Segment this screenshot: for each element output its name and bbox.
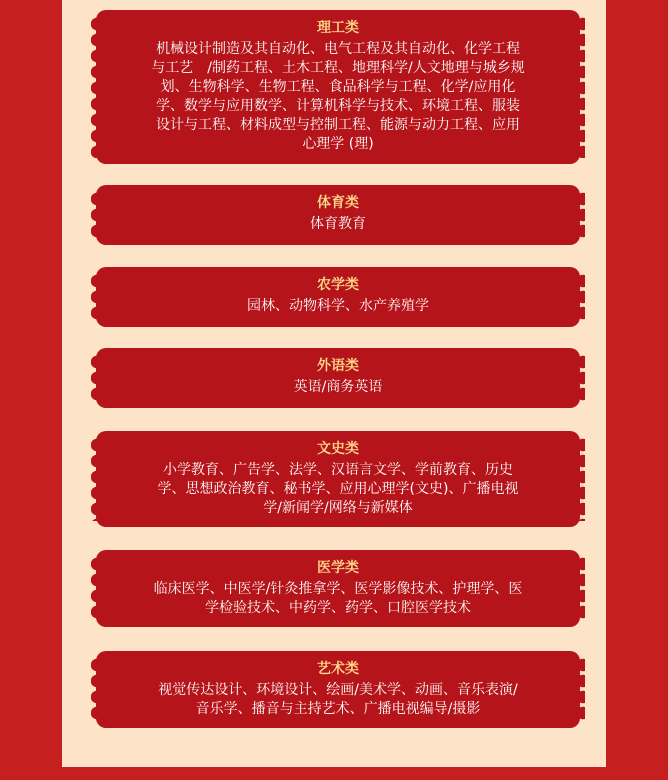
category-majors: 小学教育、广告学、法学、汉语言文学、学前教育、历史 学、思想政治教育、秘书学、应用心理学(文史)、广播电视 学/新闻学/网络与新媒体 [157, 462, 519, 516]
category-majors: 体育教育 [310, 216, 366, 232]
category-card-medicine [96, 550, 580, 627]
category-card-agriculture [96, 267, 580, 327]
category-card-sports [96, 185, 580, 245]
category-majors: 机械设计制造及其自动化、电气工程及其自动化、化学工程 与工艺 /制药工程、土木工程、地理科学/人文地理与城乡规 划、生物科学、生物工程、食品科学与工程、化学/应用化 学、数学与应用数学、计算机科学与技术、环境工程、服装 设计与工程、材料成型与控制工程、能源与动力工程、应用 心理学 (理) [151, 41, 525, 152]
category-card-foreign-languages [96, 348, 580, 408]
category-majors: 视觉传达设计、环境设计、绘画/美术学、动画、音乐表演/ 音乐学、播音与主持艺术、广播电视编导/摄影 [158, 682, 518, 717]
category-title: 艺术类 [317, 661, 359, 677]
category-title: 农学类 [317, 277, 359, 293]
category-title: 外语类 [317, 358, 359, 374]
category-title: 理工类 [317, 20, 359, 36]
category-majors: 临床医学、中医学/针灸推拿学、医学影像技术、护理学、医 学检验技术、中药学、药学、口腔医学技术 [153, 581, 523, 616]
category-title: 文史类 [317, 441, 359, 457]
category-card-liberal-arts [96, 431, 580, 527]
category-card-arts [96, 651, 580, 728]
category-majors: 园林、动物科学、水产养殖学 [247, 298, 429, 314]
category-card-science-engineering [96, 10, 580, 164]
category-title: 体育类 [317, 195, 359, 211]
category-title: 医学类 [317, 560, 359, 576]
category-majors: 英语/商务英语 [293, 379, 383, 395]
